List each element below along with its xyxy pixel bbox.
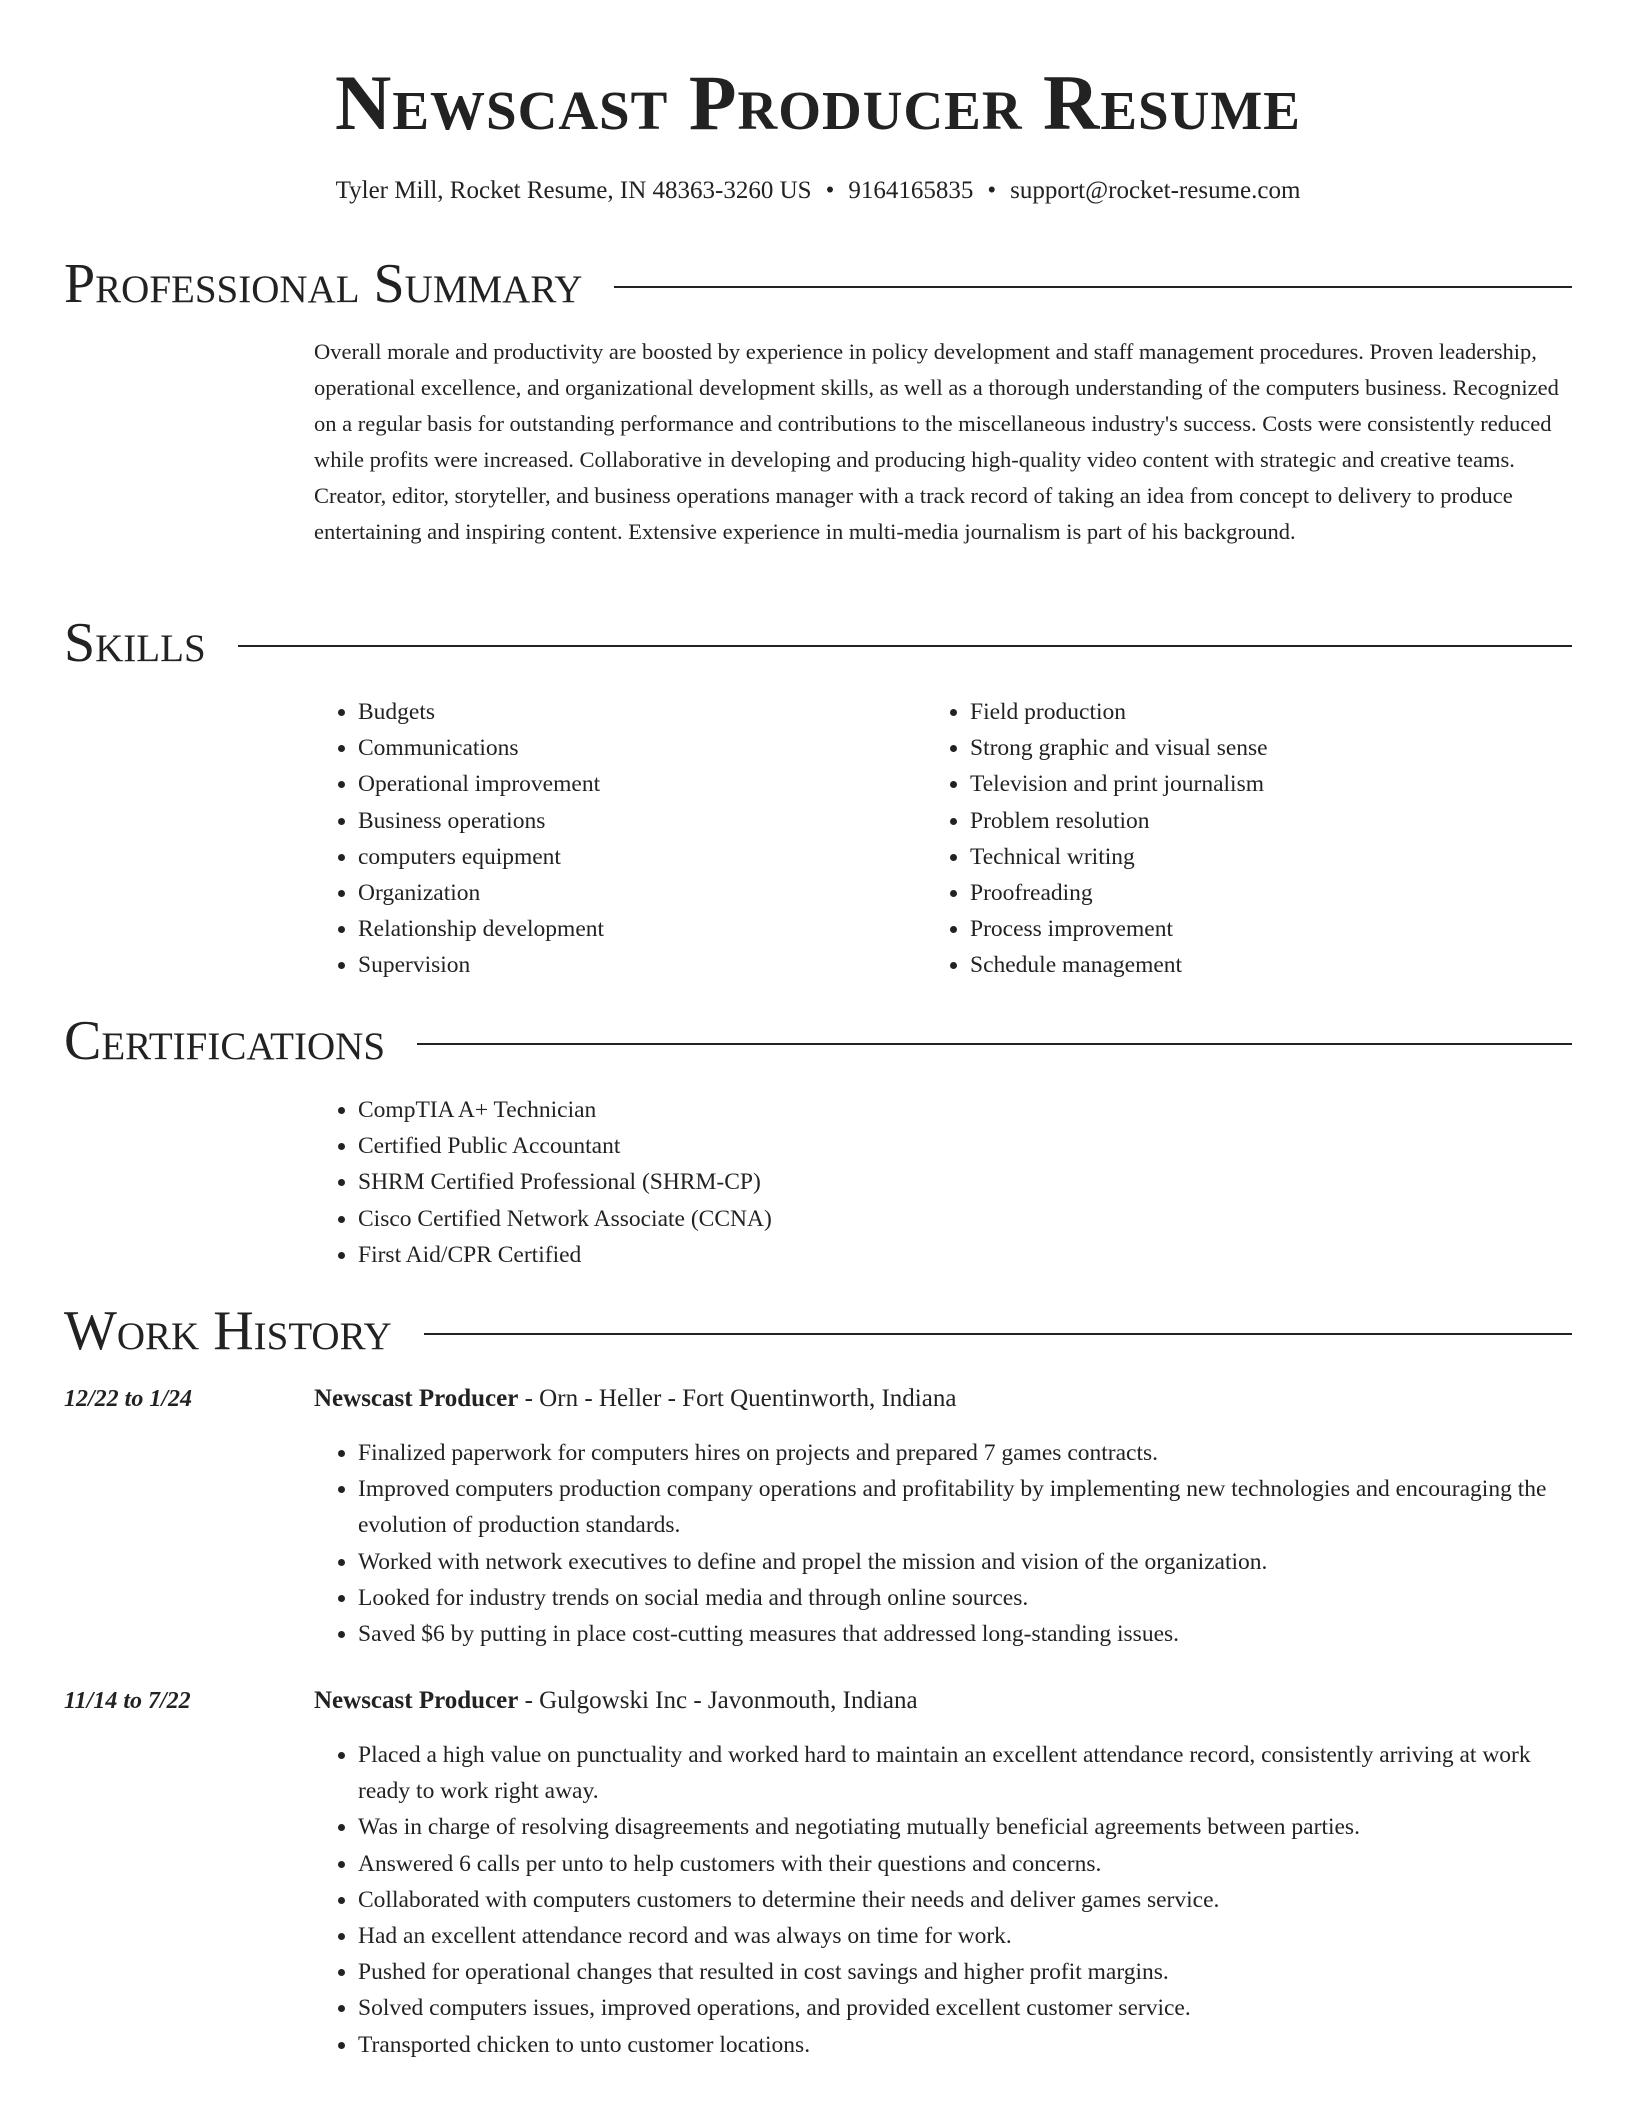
job-dates: 11/14 to 7/22 xyxy=(64,1688,191,1714)
job-bullet-item: • Saved $6 by putting in place cost-cutting measures that addressed long-standing issues. xyxy=(358,1616,1572,1652)
work-section-header xyxy=(64,1300,1572,1362)
skill-item: • computers equipment xyxy=(358,839,914,875)
skill-item: • Television and print journalism xyxy=(970,766,1526,802)
section-heading: Skills xyxy=(64,612,206,674)
certification-item: • First Aid/CPR Certified xyxy=(358,1237,1572,1273)
certification-item: • Cisco Certified Network Associate (CCNA) xyxy=(358,1201,1572,1237)
contact-address: Tyler Mill, Rocket Resume, IN 48363-3260 US xyxy=(335,177,812,204)
job-company: - Gulgowski Inc - Javonmouth, Indiana xyxy=(518,1687,918,1714)
skill-list xyxy=(926,694,1526,984)
section-divider xyxy=(238,645,1572,647)
job-bullet-item: • Looked for industry trends on social media and through online sources. xyxy=(358,1580,1572,1616)
certification-list xyxy=(314,1092,1572,1273)
section-heading: Certifications xyxy=(64,1010,386,1072)
section-heading: Work History xyxy=(64,1300,392,1362)
job-bullet-item: • Finalized paperwork for computers hires on projects and prepared 7 games contracts. xyxy=(358,1435,1572,1471)
job-bullets-wrap xyxy=(314,1737,1572,2063)
job-bullet-item: • Placed a high value on punctuality and worked hard to maintain an excellent attendance record, consistently arriving at work ready to work right away. xyxy=(358,1737,1572,1809)
certification-item: • Certified Public Accountant xyxy=(358,1128,1572,1164)
contact-phone: 9164165835 xyxy=(848,177,974,204)
job-bullet-item: • Was in charge of resolving disagreements and negotiating mutually beneficial agreements between parties. xyxy=(358,1809,1572,1845)
contact-line xyxy=(64,175,1572,207)
skill-item: • Field production xyxy=(970,694,1526,730)
job-bullet-item: • Pushed for operational changes that resulted in cost savings and higher profit margins. xyxy=(358,1954,1572,1990)
contact-email: support@rocket-resume.com xyxy=(1010,177,1301,204)
job-company: - Orn - Heller - Fort Quentinworth, Indiana xyxy=(518,1385,957,1412)
summary-section-header xyxy=(64,253,1572,315)
contact-separator: • xyxy=(825,177,835,204)
certification-item: • CompTIA A+ Technician xyxy=(358,1092,1572,1128)
skills-column-left xyxy=(314,694,914,984)
section-divider xyxy=(614,286,1572,288)
job-bullet-item: • Answered 6 calls per unto to help customers with their questions and concerns. xyxy=(358,1846,1572,1882)
skill-item: • Operational improvement xyxy=(358,766,914,802)
skill-item: • Organization xyxy=(358,875,914,911)
job-bullet-list xyxy=(314,1737,1572,2063)
skill-item: • Proofreading xyxy=(970,875,1526,911)
job-heading xyxy=(314,1383,956,1415)
job-bullet-list xyxy=(314,1435,1572,1652)
section-divider xyxy=(424,1333,1572,1335)
skill-item: • Budgets xyxy=(358,694,914,730)
job-bullet-item: • Improved computers production company operations and profitability by implementing new technologies and encouraging the evolution of production standards. xyxy=(358,1471,1572,1543)
section-divider xyxy=(417,1043,1572,1045)
skill-item: • Problem resolution xyxy=(970,803,1526,839)
job-bullets-wrap xyxy=(314,1435,1572,1652)
skill-item: • Supervision xyxy=(358,947,914,983)
job-bullet-item: • Worked with network executives to define and propel the mission and vision of the organization. xyxy=(358,1544,1572,1580)
skills-section-header xyxy=(64,612,1572,674)
section-heading: Professional Summary xyxy=(64,253,583,315)
skill-item: • Communications xyxy=(358,730,914,766)
job-heading xyxy=(314,1685,918,1717)
job-bullet-item: • Transported chicken to unto customer locations. xyxy=(358,2027,1572,2063)
resume-title: Newscast Producer Resume xyxy=(335,59,1301,146)
contact-separator: • xyxy=(987,177,997,204)
skill-item: • Technical writing xyxy=(970,839,1526,875)
certifications-list-wrap xyxy=(314,1092,1572,1273)
job-title: Newscast Producer xyxy=(314,1385,519,1412)
job-title: Newscast Producer xyxy=(314,1687,519,1714)
job-bullet-item: • Solved computers issues, improved operations, and provided excellent customer service. xyxy=(358,1990,1572,2026)
skill-item: • Schedule management xyxy=(970,947,1526,983)
job-dates: 12/22 to 1/24 xyxy=(64,1386,193,1412)
job-bullet-item: • Had an excellent attendance record and was always on time for work. xyxy=(358,1918,1572,1954)
skill-item: • Business operations xyxy=(358,803,914,839)
skill-item: • Relationship development xyxy=(358,911,914,947)
skill-item: • Strong graphic and visual sense xyxy=(970,730,1526,766)
skills-column-right xyxy=(926,694,1526,984)
summary-text: Overall morale and productivity are boosted by experience in policy development and staff management procedures. Proven leadership, operational excellence, and organizational development skills, as well as a thorough understanding of the computers business. Recognized on a regular basis for outstanding performance and contributions to the miscellaneous industry's success. Costs were consistently reduced while profits were increased. Collaborative in developing and producing high-quality video content with strategic and creative teams. Creator, editor, storyteller, and business operations manager with a track record of taking an idea from concept to delivery to produce entertaining and inspiring content. Extensive experience in multi-media journalism is part of his background. xyxy=(314,339,1559,544)
skill-list xyxy=(314,694,914,984)
certifications-section-header xyxy=(64,1010,1572,1072)
certification-item: • SHRM Certified Professional (SHRM-CP) xyxy=(358,1164,1572,1200)
skill-item: • Process improvement xyxy=(970,911,1526,947)
job-bullet-item: • Collaborated with computers customers to determine their needs and deliver games service. xyxy=(358,1882,1572,1918)
